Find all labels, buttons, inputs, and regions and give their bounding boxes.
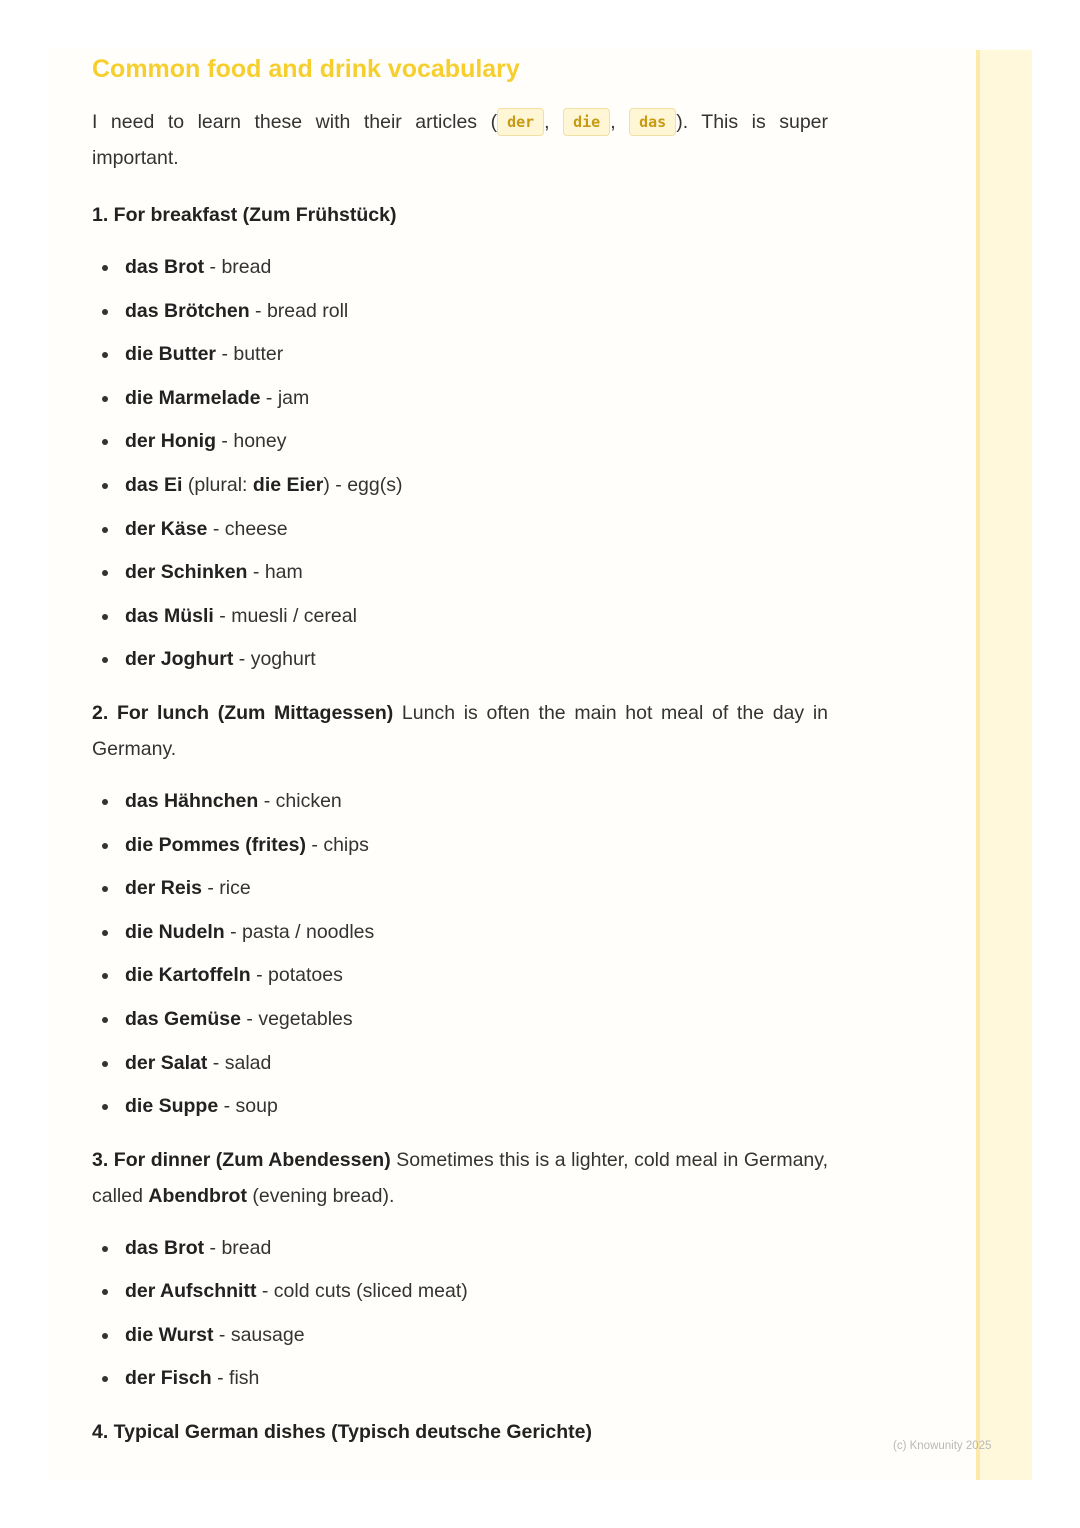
breakfast-vocab-list bbox=[92, 246, 828, 682]
list-item: das Brötchen - bread roll bbox=[92, 290, 828, 334]
list-item: der Reis - rice bbox=[92, 867, 828, 911]
intro-text-end: ). This is super important. bbox=[92, 111, 829, 169]
list-item: der Salat - salad bbox=[92, 1042, 828, 1086]
dinner-vocab-list bbox=[92, 1227, 828, 1401]
article-chip-der: der bbox=[497, 108, 544, 136]
list-item: der Honig - honey bbox=[92, 420, 828, 464]
article-chip-die: die bbox=[563, 108, 610, 136]
section-heading-lunch: 2. For lunch (Zum Mittagessen) Lunch is often the main hot meal of the day in Germany. bbox=[92, 701, 829, 760]
list-item: das Brot - bread bbox=[92, 1227, 828, 1271]
list-item: der Käse - cheese bbox=[92, 508, 828, 552]
list-item: die Butter - butter bbox=[92, 333, 828, 377]
intro-paragraph: I need to learn these with their articles ( der , die , das ). This is super important. bbox=[92, 104, 828, 176]
lunch-vocab-list bbox=[92, 780, 828, 1129]
copyright-notice: (c) Knowunity 2025 bbox=[893, 1440, 992, 1452]
list-item: die Nudeln - pasta / noodles bbox=[92, 911, 828, 955]
list-item: das Brot - bread bbox=[92, 246, 828, 290]
section-heading-breakfast: 1. For breakfast (Zum Frühstück) bbox=[92, 204, 397, 226]
section-heading-dishes: 4. Typical German dishes (Typisch deutsche Gerichte) bbox=[92, 1421, 592, 1444]
page-title: Common food and drink vocabulary bbox=[92, 55, 520, 83]
section-note: Sometimes this is a lighter, cold meal in Germany, called bbox=[92, 1148, 828, 1207]
list-item: der Fisch - fish bbox=[92, 1357, 828, 1401]
section-heading-dinner: 3. For dinner (Zum Abendessen) Sometimes this is a lighter, cold meal in Germany, called Abendbrot (evening bread). bbox=[92, 1148, 828, 1207]
document-content bbox=[92, 52, 828, 1450]
list-item: die Marmelade - jam bbox=[92, 377, 828, 421]
list-item: das Müsli - muesli / cereal bbox=[92, 595, 828, 639]
list-item: die Suppe - soup bbox=[92, 1085, 828, 1129]
list-item: das Gemüse - vegetables bbox=[92, 998, 828, 1042]
list-item: die Kartoffeln - potatoes bbox=[92, 954, 828, 998]
list-item: der Joghurt - yoghurt bbox=[92, 638, 828, 682]
intro-text: I need to learn these with their articles ( bbox=[92, 111, 498, 133]
list-item: das Hähnchen - chicken bbox=[92, 780, 828, 824]
list-item: der Schinken - ham bbox=[92, 551, 828, 595]
section-note-bold: Abendbrot bbox=[148, 1184, 247, 1207]
list-item: die Wurst - sausage bbox=[92, 1314, 828, 1358]
section-note: Lunch is often the main hot meal of the day in Germany. bbox=[92, 701, 829, 760]
list-item: das Ei (plural: die Eier) - egg(s) bbox=[92, 464, 828, 508]
list-item: der Aufschnitt - cold cuts (sliced meat) bbox=[92, 1270, 828, 1314]
list-item: die Pommes (frites) - chips bbox=[92, 824, 828, 868]
article-chip-das: das bbox=[629, 108, 676, 136]
page-side-margin bbox=[976, 50, 1032, 1480]
